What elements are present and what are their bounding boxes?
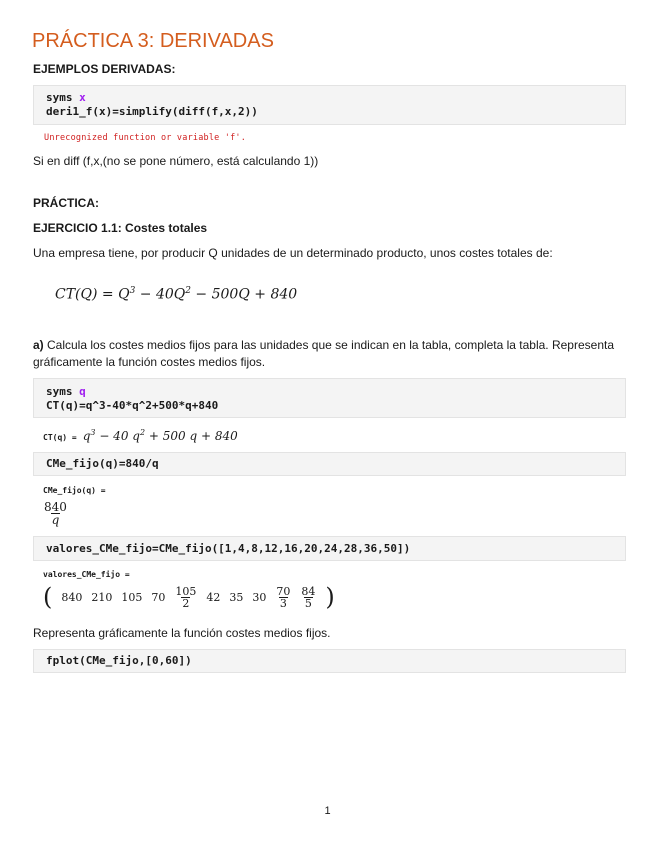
code-line: CMe_fijo(q)=840/q bbox=[46, 457, 159, 470]
intro-text: Una empresa tiene, por producir Q unidades de un determinado producto, unos costes totales de: bbox=[33, 246, 553, 260]
code-cell-5[interactable] bbox=[33, 649, 626, 673]
code-line: valores_CMe_fijo=CMe_fijo([1,4,8,12,16,20,24,28,36,50]) bbox=[46, 542, 411, 555]
output-expression: $q^3 - 40$ $q^2 + 500$ q + 840 bbox=[82, 428, 238, 443]
code-cell-2[interactable] bbox=[33, 378, 626, 418]
code-line: CT(q)=q^3-40*q^2+500*q+840 bbox=[46, 399, 219, 412]
code-cell-1[interactable] bbox=[33, 85, 626, 125]
output-label: valores_CMe_fijo = bbox=[43, 570, 130, 579]
page-title: PRÁCTICA 3: DERIVADAS bbox=[32, 30, 274, 52]
exercise-title: EJERCICIO 1.1: Costes totales bbox=[33, 221, 208, 235]
code-cell-4[interactable] bbox=[33, 536, 626, 561]
output-ct bbox=[43, 428, 238, 443]
page-number: 1 bbox=[324, 805, 331, 817]
code-variable: x bbox=[79, 91, 86, 104]
section-practice-heading: PRÁCTICA: bbox=[33, 196, 99, 210]
output-vector: ( 840 210 105 70 $\frac{105}{2}$ 42 35 30 $\frac{70}{3}$ $\frac{84}{5}$ ) bbox=[43, 583, 335, 611]
plot-instruction: Representa gráficamente la función costes medios fijos. bbox=[33, 626, 331, 640]
output-label: CMe_fijo(q) = bbox=[43, 486, 106, 495]
code-keyword: syms bbox=[46, 91, 80, 104]
output-fraction: $\frac{840}{q}$ bbox=[44, 500, 67, 527]
part-a-label: a) bbox=[33, 338, 44, 352]
code-cell-3[interactable] bbox=[33, 452, 626, 476]
section-examples-heading: EJEMPLOS DERIVADAS: bbox=[33, 62, 176, 76]
code-line: deri1_f(x)=simplify(diff(f,x,2)) bbox=[46, 105, 258, 118]
note-text: Si en diff (f,x,(no se pone número, está calculando 1)) bbox=[33, 154, 319, 168]
cost-formula: $CT(Q) = Q^3 - 40Q^2 - 500Q + 840$ bbox=[55, 286, 298, 303]
part-a-text: a) Calcula los costes medios fijos para las unidades que se indican en la tabla, completa la tabla. Representa gráficamente la función costes medios fijos. bbox=[33, 338, 615, 369]
code-variable: q bbox=[79, 385, 86, 398]
error-message: Unrecognized function or variable 'f'. bbox=[44, 133, 247, 143]
output-label: CT(q) = bbox=[43, 433, 77, 442]
code-keyword: syms bbox=[46, 385, 80, 398]
code-line: fplot(CMe_fijo,[0,60]) bbox=[46, 654, 192, 667]
